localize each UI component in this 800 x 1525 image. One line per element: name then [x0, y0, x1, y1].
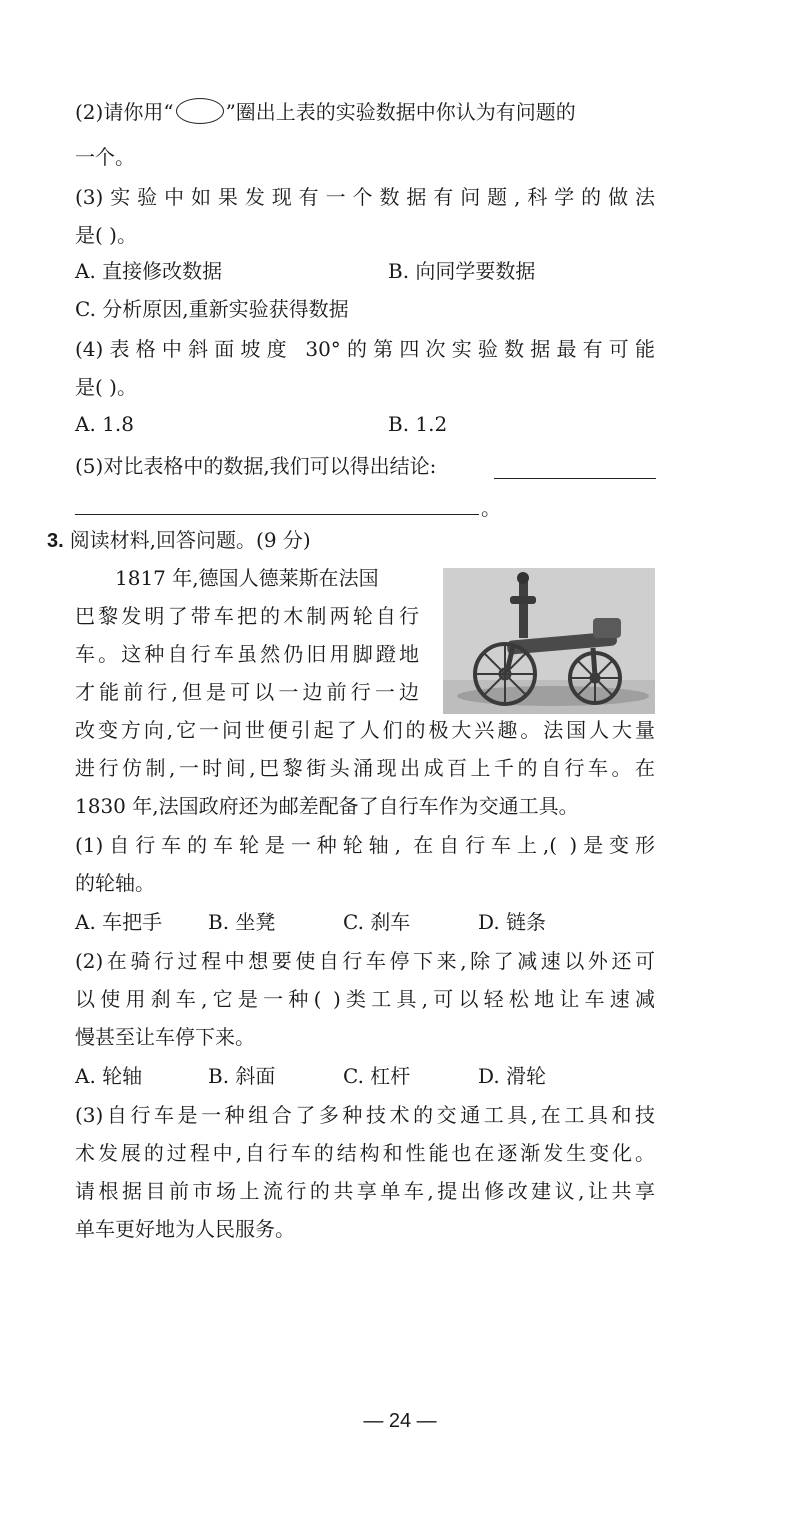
q3-passage-line3: 车。这种自行车虽然仍旧用脚蹬地	[75, 642, 419, 666]
q3-sub3-line3: 请根据目前市场上流行的共享单车,提出修改建议,让共享	[75, 1179, 655, 1203]
q3-sub2-line2: 以使用刹车,它是一种( )类工具,可以轻松地让车速减	[75, 987, 655, 1011]
q3-sub3-line1: (3)自行车是一种组合了多种技术的交通工具,在工具和技	[75, 1103, 655, 1127]
q3-sub1-line2: 的轮轴。	[75, 871, 155, 895]
q3-sub2-option-b: B. 斜面	[208, 1064, 276, 1088]
q3-heading	[47, 526, 311, 555]
q3-passage-line4: 才能前行,但是可以一边前行一边	[75, 680, 419, 704]
q3-sub2-option-d: D. 滑轮	[478, 1064, 547, 1088]
q2-part5-prompt: (5)对比表格中的数据,我们可以得出结论:	[75, 454, 437, 478]
q3-passage-line7: 1830 年,法国政府还为邮差配备了自行车作为交通工具。	[75, 794, 579, 818]
q2-part3-option-a: A. 直接修改数据	[75, 259, 223, 283]
q2-part3-line2: 是( )。	[75, 223, 137, 247]
q3-sub2-option-c: C. 杠杆	[343, 1064, 411, 1088]
q2-part5-line1	[75, 452, 436, 480]
q3-passage-line6: 进行仿制,一时间,巴黎街头涌现出成百上千的自行车。在	[75, 756, 655, 780]
q2-part2-line2: 一个。	[75, 145, 135, 169]
q3-sub2-line1: (2)在骑行过程中想要使自行车停下来,除了减速以外还可	[75, 949, 655, 973]
q3-sub3-line2: 术发展的过程中,自行车的结构和性能也在逐渐发生变化。	[75, 1141, 655, 1165]
q3-sub1-option-a: A. 车把手	[75, 910, 163, 934]
q3-passage-line1: 1817 年,德国人德莱斯在法国	[115, 566, 379, 590]
q2-part4-line2: 是( )。	[75, 375, 137, 399]
bicycle-illustration	[443, 568, 655, 714]
circle-mark-icon	[176, 98, 224, 124]
q2-part2-text-a: (2)请你用“	[75, 100, 174, 124]
q3-sub2-line3: 慢甚至让车停下来。	[75, 1025, 255, 1049]
page-number: — 24 —	[363, 1410, 437, 1432]
q3-sub1-option-d: D. 链条	[478, 910, 547, 934]
q2-part4-line1: (4)表格中斜面坡度 30°的第四次实验数据最有可能	[75, 337, 655, 361]
q3-sub1-line1: (1)自行车的车轮是一种轮轴, 在自行车上,( )是变形	[75, 833, 655, 857]
draisine-bicycle-photo	[443, 568, 655, 714]
q3-number: 3.	[47, 530, 64, 552]
q3-sub1-option-c: C. 刹车	[343, 910, 411, 934]
q2-part4-option-b: B. 1.2	[388, 412, 448, 436]
q2-part4-option-a: A. 1.8	[75, 412, 134, 436]
q3-sub1-option-b: B. 坐凳	[208, 910, 276, 934]
q2-part5-period: 。	[481, 496, 501, 520]
q2-part3-line1: (3)实验中如果发现有一个数据有问题,科学的做法	[75, 185, 655, 209]
q2-part3-option-c: C. 分析原因,重新实验获得数据	[75, 297, 349, 321]
q3-sub3-line4: 单车更好地为人民服务。	[75, 1217, 295, 1241]
q3-sub2-option-a: A. 轮轴	[75, 1064, 143, 1088]
q3-title: 阅读材料,回答问题。(9 分)	[69, 528, 311, 552]
q2-part2-line1	[75, 98, 576, 126]
q3-passage-line5: 改变方向,它一问世便引起了人们的极大兴趣。法国人大量	[75, 718, 655, 742]
q3-passage-line2: 巴黎发明了带车把的木制两轮自行	[75, 604, 419, 628]
q2-part5-answer-blank-1[interactable]	[494, 458, 656, 479]
q2-part5-answer-blank-2[interactable]	[75, 494, 479, 515]
q2-part2-text-b: ”圈出上表的实验数据中你认为有问题的	[225, 100, 576, 124]
q2-part3-option-b: B. 向同学要数据	[388, 259, 536, 283]
